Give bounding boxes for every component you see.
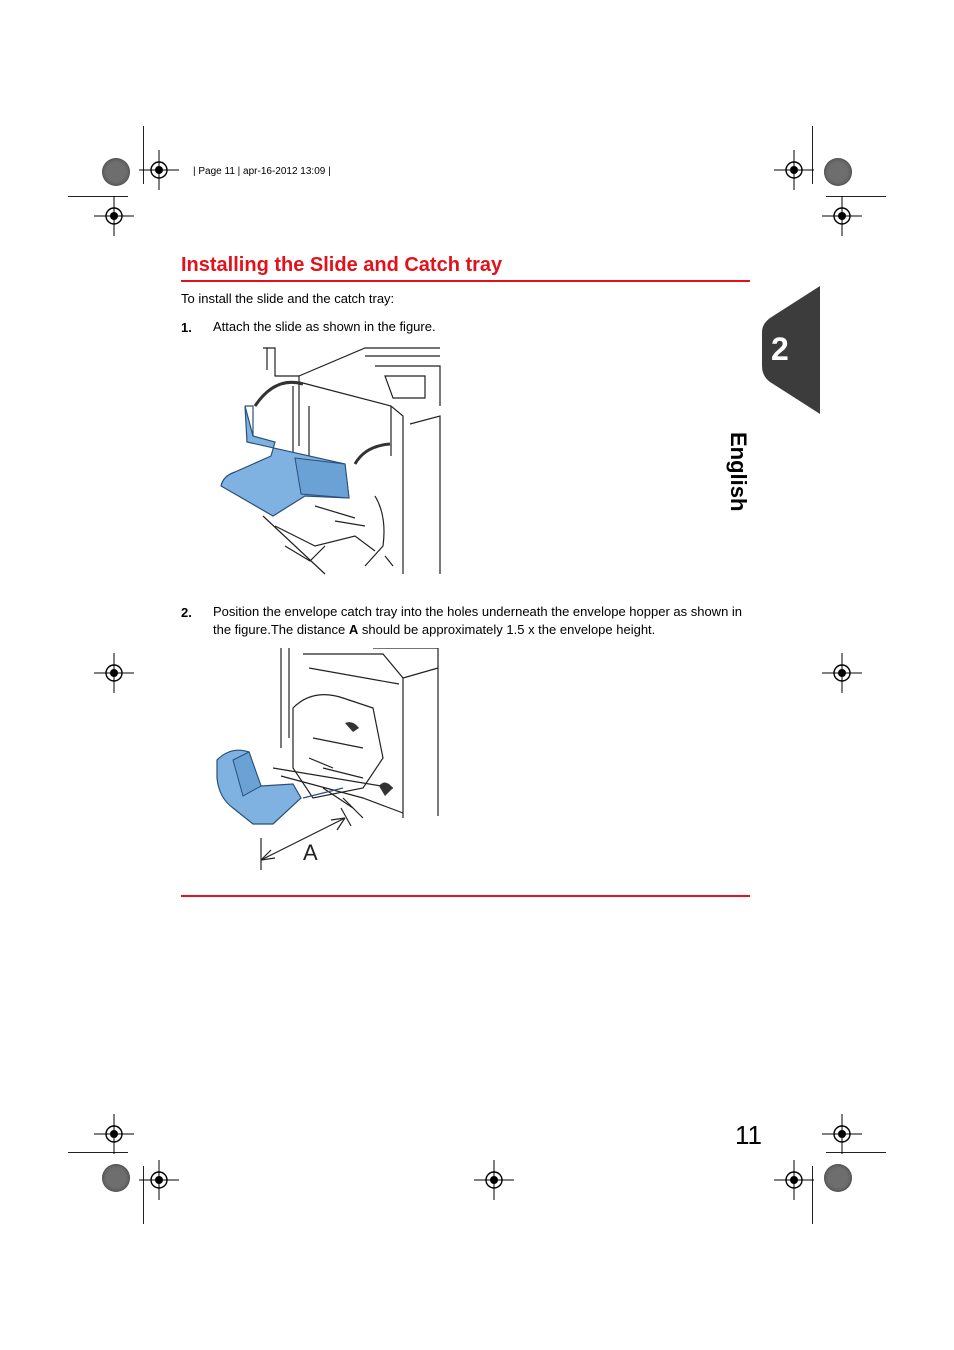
language-label: English: [726, 432, 751, 512]
dimension-label: A: [303, 840, 318, 865]
step-text-part: should be approximately 1.5 x the envelope height.: [358, 622, 656, 637]
crosshair-icon: [774, 1160, 814, 1200]
crosshair-icon: [94, 1114, 134, 1154]
registration-dot-top-left: [102, 158, 130, 186]
crosshair-icon: [94, 653, 134, 693]
crosshair-icon: [474, 1160, 514, 1200]
distance-label: A: [348, 622, 359, 637]
step-number: 1.: [181, 320, 192, 335]
section-end-rule: [181, 895, 750, 897]
title-rule: [181, 280, 750, 282]
step-text-part: Position the envelope catch tray into the holes underneath the envelope hopper as shown in the figure.The distance: [213, 604, 743, 637]
intro-text: To install the slide and the catch tray:: [181, 291, 395, 306]
step-text: Attach the slide as shown in the figure.: [213, 319, 436, 334]
crosshair-icon: [774, 150, 814, 190]
crosshair-icon: [139, 1160, 179, 1200]
page-number: 11: [735, 1120, 762, 1150]
registration-dot-bottom-left: [102, 1164, 130, 1192]
crosshair-icon: [822, 1114, 862, 1154]
registration-dot-top-right: [824, 158, 852, 186]
print-slug: | Page 11 | apr-16-2012 13:09 |: [193, 166, 331, 177]
section-title: Installing the Slide and Catch tray: [181, 254, 503, 276]
step-number: 2.: [181, 605, 192, 620]
catch-tray-figure: [213, 648, 441, 870]
crosshair-icon: [94, 196, 134, 236]
crosshair-icon: [822, 196, 862, 236]
registration-dot-bottom-right: [824, 1164, 852, 1192]
chapter-number: 2: [771, 331, 789, 367]
crosshair-icon: [822, 653, 862, 693]
step-text: [213, 603, 753, 639]
slide-attachment-figure: [215, 346, 443, 576]
crosshair-icon: [139, 150, 179, 190]
